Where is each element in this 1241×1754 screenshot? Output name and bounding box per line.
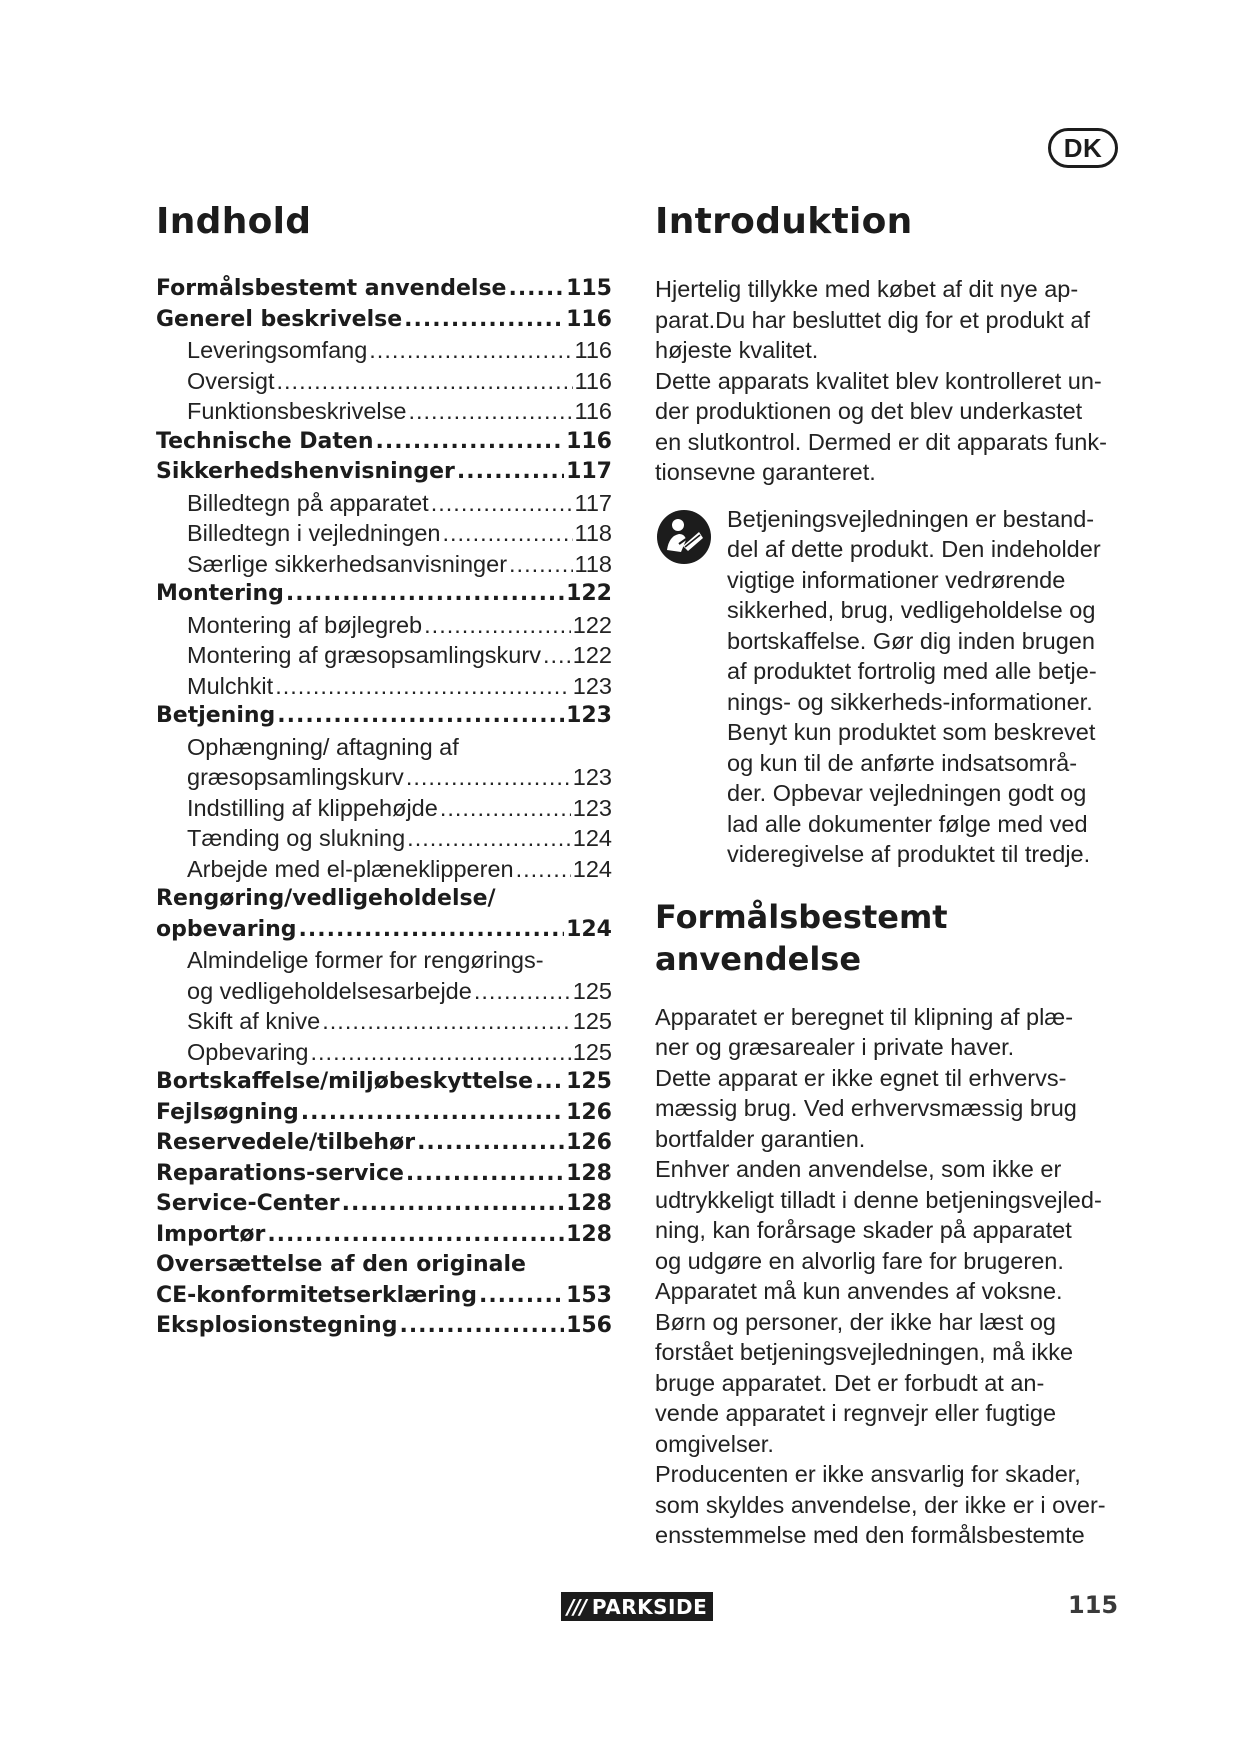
- text-line: udtrykkeligt tilladt i denne betjeningsvejled-: [655, 1186, 1102, 1213]
- toc-entry-title: CE-konformitetserklæring: [156, 1282, 477, 1308]
- toc-entry-title: og vedligeholdelsesarbejde: [187, 977, 472, 1004]
- toc-entry-page: 126: [566, 1099, 612, 1125]
- toc-entry-page: 122: [566, 581, 612, 606]
- toc-entry-page: 123: [572, 764, 612, 790]
- text-line: Apparatet må kun anvendes af voksne.: [655, 1278, 1063, 1304]
- toc-entry: [156, 1311, 612, 1342]
- toc-entry: [156, 335, 612, 366]
- toc-entry: [156, 457, 612, 488]
- toc-leader-dots: [322, 1006, 571, 1037]
- toc-entry-page: 124: [572, 855, 612, 882]
- toc-entry: [156, 366, 612, 397]
- toc-leader-dots: [404, 305, 564, 336]
- text-line: ner og græsarealer i private haver.: [655, 1034, 1015, 1060]
- toc-entry: [156, 976, 612, 1007]
- text-line: højeste kvalitet.: [655, 337, 819, 363]
- toc-entry-title: Generel beskrivelse: [156, 306, 403, 332]
- toc-entry-page: 123: [572, 794, 612, 821]
- text-line: som skyldes anvendelse, der ikke er i over-: [655, 1491, 1106, 1518]
- toc-entry-title: Bortskaffelse/miljøbeskyttelse: [156, 1069, 534, 1094]
- toc-entry: [156, 427, 612, 458]
- toc-entry-page: 125: [572, 1008, 612, 1034]
- toc-entry-page: 122: [572, 611, 612, 638]
- toc-entry-title: opbevaring: [156, 916, 297, 942]
- toc-entry-page: 116: [566, 306, 612, 332]
- toc-leader-dots: [369, 335, 572, 366]
- toc-entry: [156, 762, 612, 793]
- toc-entry-title: Funktionsbeskrivelse: [187, 398, 407, 424]
- text-line: en slutkontrol. Dermed er dit apparats funk-: [655, 428, 1107, 455]
- toc-entry-title: Billedtegn i vejledningen: [187, 520, 441, 546]
- logo-text: PARKSIDE: [591, 1594, 708, 1619]
- toc-leader-dots: [474, 976, 571, 1007]
- toc-entry: [156, 1128, 612, 1159]
- text-line: Apparatet er beregnet til klipning af plæ-: [655, 1003, 1074, 1030]
- notice-text: [727, 504, 1125, 870]
- toc-entry-page: 153: [566, 1282, 612, 1308]
- toc-entry-page: 117: [566, 459, 612, 484]
- text-line: ensstemmelse med den formålsbestemte: [655, 1522, 1085, 1548]
- text-line: og kun til de anførte indsatsområ-: [727, 749, 1078, 776]
- text-line: Dette apparats kvalitet blev kontrolleret un-: [655, 367, 1102, 394]
- toc-leader-dots: [399, 1311, 564, 1342]
- toc-leader-dots: [440, 793, 571, 824]
- toc-leader-dots: [509, 549, 573, 580]
- toc-leader-dots: [417, 1128, 564, 1159]
- toc-leader-dots: [301, 1098, 564, 1129]
- toc-entry: [156, 701, 612, 732]
- toc-leader-dots: [376, 427, 565, 458]
- text-line: Benyt kun produktet som beskrevet: [727, 719, 1096, 745]
- intended-use-heading-line1: Formålsbestemt: [655, 897, 948, 936]
- toc-entry: [156, 1006, 612, 1037]
- text-line: nings- og sikkerheds-informationer.: [727, 688, 1093, 715]
- toc-leader-dots: [479, 1281, 564, 1312]
- toc-entry-title: Montering af græsopsamlingskurv: [187, 642, 541, 668]
- content-column: [655, 200, 1125, 1551]
- toc-heading: Indhold: [156, 201, 312, 242]
- text-line: af produktet fortrolig med alle betje-: [727, 658, 1097, 684]
- toc-entry-page: 116: [574, 398, 612, 424]
- toc-entry: [156, 396, 612, 427]
- toc-entry: [156, 671, 612, 702]
- toc-leader-dots: [342, 1189, 564, 1220]
- toc-entry-title: Importør: [156, 1221, 266, 1247]
- text-line: der produktionen og det blev underkastet: [655, 398, 1083, 424]
- toc-entry-title: Fejlsøgning: [156, 1099, 299, 1125]
- toc-leader-dots: [277, 366, 573, 397]
- toc-entry: [156, 610, 612, 641]
- toc-entry-page: 156: [566, 1313, 612, 1338]
- intended-use-heading: [655, 896, 1125, 980]
- toc-entry-title: Skift af knive: [187, 1008, 321, 1034]
- toc-entry-page: 123: [566, 703, 612, 728]
- toc-leader-dots: [431, 488, 573, 519]
- toc-entry-page: 125: [572, 1038, 612, 1065]
- toc-entry-title: Eksplosionstegning: [156, 1313, 398, 1338]
- logo-stripes: ///: [567, 1594, 586, 1619]
- text-line: bortfalder garantien.: [655, 1125, 866, 1152]
- toc-entry-page: 123: [572, 672, 612, 699]
- text-line: forstået betjeningsvejledningen, må ikke: [655, 1339, 1074, 1365]
- toc-entry: [156, 549, 612, 580]
- toc-leader-dots: [543, 640, 571, 671]
- toc-entry-page: 124: [572, 825, 612, 851]
- toc-entry-title: Indstilling af klippehøjde: [187, 794, 438, 821]
- language-badge: DK: [1048, 128, 1118, 168]
- text-line: Betjeningsvejledningen er bestand-: [727, 505, 1095, 532]
- toc-entry-title: Sikkerhedshenvisninger: [156, 459, 455, 484]
- table-of-contents: [156, 200, 612, 1342]
- toc-entry-title: Betjening: [156, 703, 276, 728]
- parkside-logo: [561, 1592, 713, 1621]
- text-line: vigtige informationer vedrørende: [727, 566, 1066, 593]
- text-line: parat.Du har besluttet dig for et produkt af: [655, 306, 1091, 333]
- toc-entry-page: 115: [566, 276, 612, 301]
- toc-entry: [156, 1067, 612, 1098]
- toc-entry: [156, 823, 612, 854]
- toc-leader-dots: [508, 274, 564, 305]
- toc-entry-title: Særlige sikkerhedsanvisninger: [187, 550, 508, 577]
- toc-entry: [156, 1037, 612, 1068]
- toc-leader-dots: [442, 518, 572, 549]
- toc-leader-dots: [424, 610, 571, 641]
- toc-entry-title: Mulchkit: [187, 672, 274, 699]
- toc-entry-page: 118: [574, 520, 612, 546]
- toc-entry-page: 126: [566, 1130, 612, 1155]
- toc-entry: [156, 274, 612, 305]
- toc-entry-page: 116: [574, 367, 612, 394]
- text-line: sikkerhed, brug, vedligeholdelse og: [727, 597, 1096, 623]
- text-line: videregivelse af produktet til tredje.: [727, 841, 1091, 867]
- intro-heading: Introduktion: [655, 201, 913, 242]
- toc-entry-title: Service-Center: [156, 1191, 340, 1216]
- toc-leader-dots: [277, 701, 564, 732]
- text-line: og udgøre en alvorlig fare for brugeren.: [655, 1247, 1064, 1274]
- text-line: tionsevne garanteret.: [655, 459, 876, 485]
- toc-entry: [156, 854, 612, 885]
- text-line: Producenten er ikke ansvarlig for skader,: [655, 1461, 1081, 1487]
- toc-entry-title: Oversigt: [187, 367, 275, 394]
- toc-entry: [156, 793, 612, 824]
- text-line: Børn og personer, der ikke har læst og: [655, 1308, 1057, 1335]
- toc-entry: [156, 579, 612, 610]
- toc-leader-dots: [408, 396, 572, 427]
- toc-entry-page: 124: [566, 916, 612, 942]
- toc-entry: [156, 1098, 612, 1129]
- toc-entry-title: Technische Daten: [156, 428, 374, 454]
- text-line: bruge apparatet. Det er forbudt at an-: [655, 1369, 1045, 1396]
- toc-entry-page: 125: [572, 977, 612, 1004]
- text-line: Dette apparat er ikke egnet til erhvervs-: [655, 1064, 1067, 1091]
- toc-entry-page: 116: [574, 337, 612, 363]
- toc-entry-title: Reservedele/tilbehør: [156, 1130, 416, 1155]
- toc-leader-dots: [406, 1159, 564, 1190]
- text-line: der. Opbevar vejledningen godt og: [727, 780, 1087, 806]
- toc-entry: [156, 915, 612, 946]
- text-line: ning, kan forårsage skader på apparatet: [655, 1217, 1072, 1243]
- toc-entry-page: 125: [566, 1069, 612, 1094]
- toc-leader-dots: [267, 1220, 564, 1251]
- toc-entry-title: Montering: [156, 581, 284, 606]
- toc-entry-title: Arbejde med el-plæneklipperen: [187, 855, 514, 882]
- intro-paragraph: [655, 274, 1125, 488]
- toc-entry-title: Reparations-service: [156, 1160, 404, 1186]
- toc-entry: [156, 1159, 612, 1190]
- toc-entry-page: 122: [572, 642, 612, 668]
- text-line: lad alle dokumenter følge med ved: [727, 810, 1088, 837]
- toc-leader-dots: [286, 579, 564, 610]
- toc-entry: [156, 305, 612, 336]
- toc-entry-page: 128: [566, 1191, 612, 1216]
- toc-entry-page: 128: [566, 1221, 612, 1247]
- toc-entry-line: Ophængning/ aftagning af: [187, 733, 459, 760]
- toc-entry: [156, 1281, 612, 1312]
- toc-entry-title: Tænding og slukning: [187, 825, 406, 851]
- toc-entry-line: Oversættelse af den originale: [156, 1252, 526, 1277]
- toc-entry-title: Billedtegn på apparatet: [187, 489, 429, 516]
- text-line: del af dette produkt. Den indeholder: [727, 536, 1101, 562]
- text-line: Enhver anden anvendelse, som ikke er: [655, 1156, 1062, 1182]
- intended-use-paragraph: [655, 1002, 1125, 1551]
- toc-entry-title: Leveringsomfang: [187, 337, 368, 363]
- text-line: Hjertelig tillykke med købet af dit nye ap-: [655, 276, 1079, 302]
- toc-entry-title: Formålsbestemt anvendelse: [156, 276, 507, 301]
- text-line: omgivelser.: [655, 1430, 774, 1457]
- toc-leader-dots: [516, 854, 571, 885]
- toc-entry: [156, 518, 612, 549]
- toc-entry-line: Rengøring/vedligeholdelse/: [156, 886, 496, 911]
- toc-leader-dots: [406, 762, 571, 793]
- toc-leader-dots: [407, 823, 571, 854]
- toc-entry-title: Opbevaring: [187, 1038, 309, 1065]
- toc-entry: [156, 640, 612, 671]
- read-manual-icon: [655, 508, 713, 566]
- toc-leader-dots: [535, 1067, 564, 1098]
- intended-use-heading-line2: anvendelse: [655, 939, 862, 978]
- toc-entry-line: Almindelige former for rengørings-: [187, 947, 544, 973]
- toc-entry: [156, 1189, 612, 1220]
- toc-leader-dots: [275, 671, 571, 702]
- toc-entry: [156, 488, 612, 519]
- toc-entry-page: 116: [566, 428, 612, 454]
- toc-entry: [156, 1220, 612, 1251]
- toc-entry-title: græsopsamlingskurv: [187, 764, 404, 790]
- toc-entry-page: 128: [566, 1160, 612, 1186]
- page-number: 115: [1068, 1591, 1119, 1619]
- manual-notice: [655, 504, 1125, 870]
- toc-entry-page: 118: [574, 550, 612, 577]
- toc-entry-title: Montering af bøjlegreb: [187, 611, 423, 638]
- toc-leader-dots: [457, 457, 564, 488]
- toc-leader-dots: [299, 915, 565, 946]
- text-line: mæssig brug. Ved erhvervsmæssig brug: [655, 1095, 1077, 1121]
- text-line: vende apparatet i regnvejr eller fugtige: [655, 1400, 1057, 1426]
- toc-list: [156, 274, 612, 1342]
- toc-leader-dots: [311, 1037, 571, 1068]
- toc-entry-page: 117: [574, 489, 612, 516]
- text-line: bortskaffelse. Gør dig inden brugen: [727, 627, 1095, 654]
